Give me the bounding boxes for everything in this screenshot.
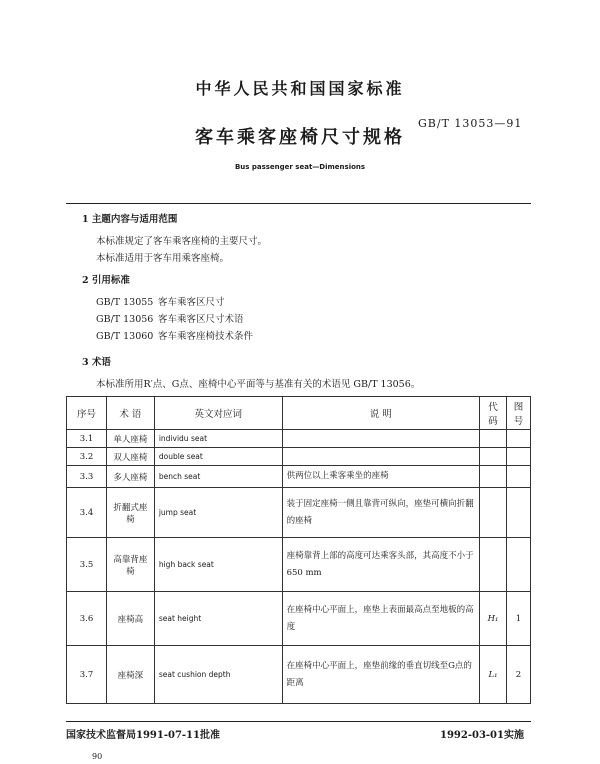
row-term: 座椅高 [106, 592, 154, 646]
row-description: 座椅靠背上部的高度可达乘客头部，其高度不小于 650 mm [282, 538, 479, 592]
page-number: 90 [92, 752, 103, 761]
col-header-english: 英文对应词 [154, 397, 282, 430]
reference-item [96, 294, 225, 308]
english-title: Bus passenger seat—Dimensions [234, 163, 366, 171]
row-term: 折翻式座 椅 [106, 488, 154, 538]
terms-table [66, 396, 531, 704]
row-english: individu seat [154, 430, 282, 448]
col-header-figure: 图号 [506, 397, 530, 430]
row-description [282, 430, 479, 448]
row-term: 单人座椅 [106, 430, 154, 448]
reference-name: 客车乘客区尺寸术语 [158, 314, 244, 325]
row-code [480, 448, 507, 466]
national-standard-heading: 中华人民共和国国家标准 [195, 79, 405, 98]
footer-divider [66, 721, 531, 722]
row-description: 供两位以上乘客乘坐的座椅 [282, 466, 479, 488]
row-no: 3.4 [67, 488, 107, 538]
row-english: jump seat [154, 488, 282, 538]
approval-date: 国家技术监督局1991-07-11批准 [66, 730, 220, 741]
row-code: L₁ [480, 646, 507, 704]
reference-item [96, 311, 244, 325]
col-header-no: 序号 [67, 397, 107, 430]
row-code [480, 466, 507, 488]
table-row [67, 466, 531, 488]
row-code [480, 538, 507, 592]
row-no: 3.5 [67, 538, 107, 592]
row-term: 座椅深 [106, 646, 154, 704]
section-2-heading: 2 引用标准 [82, 275, 130, 286]
section-1-heading: 1 主题内容与适用范围 [82, 214, 178, 225]
reference-name: 客车乘客区尺寸 [158, 297, 225, 308]
row-figure [506, 430, 530, 448]
row-code: H₁ [480, 592, 507, 646]
row-english: bench seat [154, 466, 282, 488]
col-header-code: 代码 [480, 397, 507, 430]
row-code [480, 488, 507, 538]
section-1-para-1: 本标准规定了客车乘客座椅的主要尺寸。 [96, 236, 268, 247]
row-term: 高靠背座 椅 [106, 538, 154, 592]
section-1-para-2: 本标准适用于客车用乘客座椅。 [96, 253, 230, 264]
row-figure [506, 538, 530, 592]
row-description: 在座椅中心平面上，座垫前缘的垂直切线至G点的距离 [282, 646, 479, 704]
row-no: 3.2 [67, 448, 107, 466]
reference-item [96, 328, 253, 342]
table-row [67, 448, 531, 466]
row-english: seat height [154, 592, 282, 646]
document-title: 客车乘客座椅尺寸规格 [195, 127, 405, 148]
standard-number: GB/T 13053—91 [418, 117, 523, 130]
row-figure: 1 [506, 592, 530, 646]
row-no: 3.3 [67, 466, 107, 488]
row-figure [506, 488, 530, 538]
row-no: 3.1 [67, 430, 107, 448]
table-row [67, 488, 531, 538]
row-english: double seat [154, 448, 282, 466]
row-description: 在座椅中心平面上，座垫上表面最高点至地板的高度 [282, 592, 479, 646]
row-code [480, 430, 507, 448]
table-row [67, 592, 531, 646]
row-term: 双人座椅 [106, 448, 154, 466]
row-english: high back seat [154, 538, 282, 592]
row-term: 多人座椅 [106, 466, 154, 488]
row-figure: 2 [506, 646, 530, 704]
table-row [67, 430, 531, 448]
row-no: 3.6 [67, 592, 107, 646]
reference-code: GB/T 13060 [96, 331, 154, 342]
section-3-para: 本标准所用R′点、G点、座椅中心平面等与基准有关的术语见 GB/T 13056。 [96, 379, 421, 390]
row-no: 3.7 [67, 646, 107, 704]
col-header-description: 说 明 [282, 397, 479, 430]
row-english: seat cushion depth [154, 646, 282, 704]
section-3-heading: 3 术语 [82, 357, 111, 368]
reference-code: GB/T 13056 [96, 314, 154, 325]
title-divider [66, 203, 531, 204]
col-header-term: 术 语 [106, 397, 154, 430]
table-row [67, 538, 531, 592]
table-row [67, 646, 531, 704]
row-figure [506, 448, 530, 466]
row-description: 装于固定座椅一侧且靠背可纵向，座垫可横向折翻的座椅 [282, 488, 479, 538]
reference-name: 客车乘客座椅技术条件 [158, 331, 254, 342]
row-figure [506, 466, 530, 488]
row-description [282, 448, 479, 466]
reference-code: GB/T 13055 [96, 297, 154, 308]
table-header-row [67, 397, 531, 430]
implementation-date: 1992-03-01实施 [440, 730, 524, 741]
